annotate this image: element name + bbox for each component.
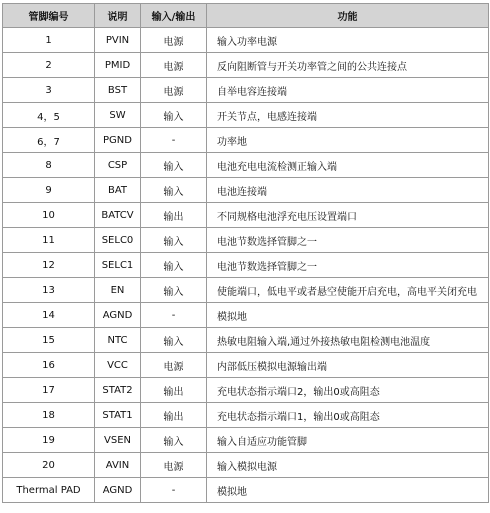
table-row [3,478,489,503]
cell-function: 模拟地 [207,303,489,328]
cell-io: 电源 [141,78,207,103]
table-row [3,353,489,378]
cell-name: AVIN [95,453,141,478]
cell-pin: 3 [3,78,95,103]
cell-function: 自举电容连接端 [207,78,489,103]
cell-pin: 9 [3,178,95,203]
cell-function: 使能端口，低电平或者悬空使能开启充电，高电平关闭充电 [207,278,489,303]
table-row [3,253,489,278]
cell-pin: 11 [3,228,95,253]
cell-function: 充电状态指示端口1，输出0或高阻态 [207,403,489,428]
header-row [3,4,489,28]
cell-pin: 15 [3,328,95,353]
cell-name: CSP [95,153,141,178]
cell-function: 开关节点，电感连接端 [207,103,489,128]
table-row [3,103,489,128]
cell-io: 输入 [141,228,207,253]
cell-name: BATCV [95,203,141,228]
table-row [3,403,489,428]
cell-pin: 2 [3,53,95,78]
pin-function-table [2,3,489,503]
cell-io: 电源 [141,453,207,478]
cell-pin: 14 [3,303,95,328]
cell-function: 反向阻断管与开关功率管之间的公共连接点 [207,53,489,78]
table-row [3,28,489,53]
cell-function: 电池节数选择管脚之一 [207,228,489,253]
table-row [3,453,489,478]
cell-function: 输入自适应功能管脚 [207,428,489,453]
cell-function: 输入模拟电源 [207,453,489,478]
cell-pin: 10 [3,203,95,228]
cell-pin: 13 [3,278,95,303]
cell-name: VCC [95,353,141,378]
cell-io: 输入 [141,178,207,203]
cell-pin: 4，5 [3,103,95,128]
table-row [3,128,489,153]
cell-io: 输出 [141,203,207,228]
cell-function: 充电状态指示端口2，输出0或高阻态 [207,378,489,403]
cell-function: 电池连接端 [207,178,489,203]
table-row [3,278,489,303]
cell-io: 电源 [141,353,207,378]
cell-pin: 8 [3,153,95,178]
cell-name: PVIN [95,28,141,53]
cell-pin: 12 [3,253,95,278]
cell-name: EN [95,278,141,303]
table-row [3,78,489,103]
cell-pin: 6，7 [3,128,95,153]
cell-name: SW [95,103,141,128]
cell-name: STAT2 [95,378,141,403]
cell-function: 不同规格电池浮充电压设置端口 [207,203,489,228]
cell-pin: 1 [3,28,95,53]
table-row [3,178,489,203]
cell-pin: 18 [3,403,95,428]
cell-io: - [141,478,207,503]
table-row [3,328,489,353]
cell-io: 输出 [141,403,207,428]
cell-name: AGND [95,303,141,328]
header-name: 说明 [95,4,141,28]
cell-function: 电池充电电流检测正输入端 [207,153,489,178]
table-body [3,28,489,503]
cell-name: SELC1 [95,253,141,278]
cell-name: PMID [95,53,141,78]
cell-pin: 17 [3,378,95,403]
cell-name: BST [95,78,141,103]
table-row [3,53,489,78]
cell-pin: 20 [3,453,95,478]
cell-io: 电源 [141,28,207,53]
cell-name: AGND [95,478,141,503]
cell-io: 输入 [141,278,207,303]
cell-function: 热敏电阻输入端,通过外接热敏电阻检测电池温度 [207,328,489,353]
table-row [3,428,489,453]
table-row [3,153,489,178]
cell-io: 输入 [141,328,207,353]
table-row [3,303,489,328]
table-row [3,378,489,403]
table-header [3,4,489,28]
header-pin: 管脚编号 [3,4,95,28]
table-row [3,203,489,228]
cell-io: - [141,128,207,153]
cell-function: 输入功率电源 [207,28,489,53]
cell-pin: 16 [3,353,95,378]
header-function: 功能 [207,4,489,28]
cell-pin: Thermal PAD [3,478,95,503]
cell-name: VSEN [95,428,141,453]
cell-io: - [141,303,207,328]
cell-name: STAT1 [95,403,141,428]
cell-function: 内部低压模拟电源输出端 [207,353,489,378]
cell-name: BAT [95,178,141,203]
table-row [3,228,489,253]
cell-function: 模拟地 [207,478,489,503]
cell-io: 输入 [141,253,207,278]
header-io: 输入/输出 [141,4,207,28]
cell-name: NTC [95,328,141,353]
cell-io: 输入 [141,428,207,453]
cell-io: 输入 [141,103,207,128]
cell-io: 电源 [141,53,207,78]
cell-function: 功率地 [207,128,489,153]
cell-io: 输出 [141,378,207,403]
cell-function: 电池节数选择管脚之一 [207,253,489,278]
cell-pin: 19 [3,428,95,453]
cell-name: SELC0 [95,228,141,253]
cell-name: PGND [95,128,141,153]
cell-io: 输入 [141,153,207,178]
